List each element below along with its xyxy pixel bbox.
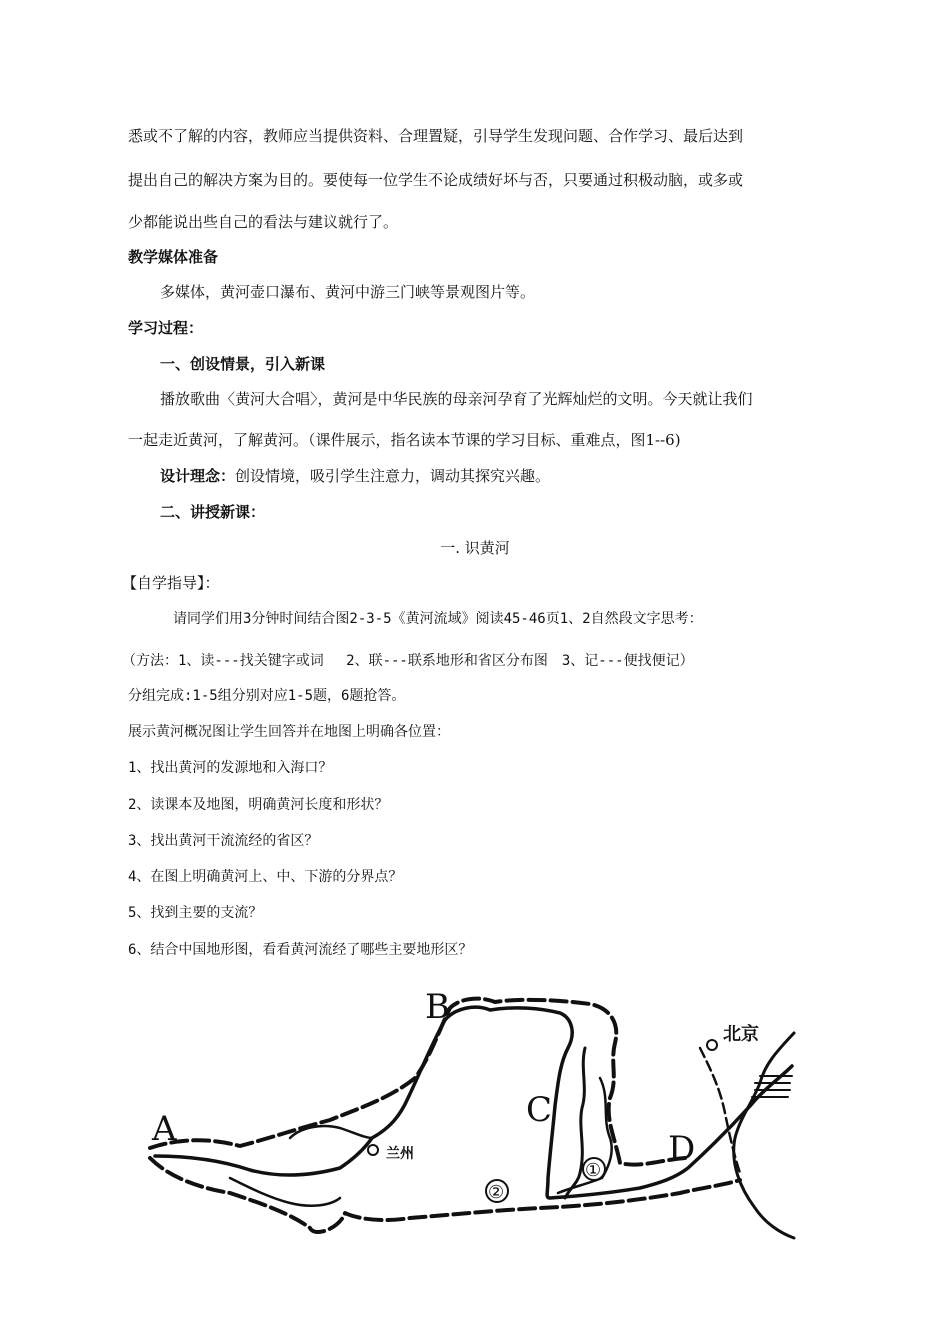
- section-title: 一. 识黄河: [440, 539, 510, 557]
- media-text: 多媒体，黄河壶口瀑布、黄河中游三门峡等景观图片等。: [160, 283, 536, 301]
- media-heading: 教学媒体准备: [128, 248, 219, 266]
- intro-line-3: 少都能说出些自己的看法与建议就行了。: [128, 213, 399, 231]
- yellow-river-map: [140, 988, 796, 1250]
- question-4: 4、在图上明确黄河上、中、下游的分界点？: [128, 869, 403, 885]
- question-6: 6、结合中国地形图，看看黄河流经了哪些主要地形区？: [128, 942, 473, 958]
- label-c: C: [526, 1090, 553, 1130]
- design-concept: [160, 466, 550, 486]
- label-b: B: [425, 988, 450, 1027]
- label-a: A: [152, 1109, 177, 1149]
- yellow-river-main: [155, 1007, 792, 1198]
- question-5: 5、找到主要的支流？: [128, 905, 263, 921]
- design-label: 设计理念：: [160, 467, 236, 485]
- step2-heading: 二、讲授新课：: [160, 503, 266, 521]
- self-study-heading: 【自学指导】：: [122, 574, 220, 592]
- question-1: 1、找出黄河的发源地和入海口？: [128, 760, 333, 776]
- tributary-southwest: [230, 1178, 340, 1206]
- beijing-label: 北京: [723, 1024, 759, 1045]
- beijing-marker: [707, 1040, 717, 1050]
- label-d: D: [668, 1129, 696, 1169]
- marker-2-label: ②: [488, 1182, 505, 1203]
- show-text: 展示黄河概况图让学生回答并在地图上明确各位置：: [128, 724, 450, 740]
- step1-line-2: 一起走近黄河，了解黄河。（课件展示，指名读本节课的学习目标、重难点，图1--6): [128, 431, 681, 449]
- province-line: [700, 1048, 740, 1173]
- question-2: 2、读课本及地图，明确黄河长度和形状？: [128, 797, 389, 813]
- intro-line-2: 提出自己的解决方案为目的。要使每一位学生不论成绩好坏与否，只要通过积极动脑，或多或: [128, 171, 744, 189]
- question-3: 3、找出黄河干流流经的省区？: [128, 833, 319, 849]
- lanzhou-marker: [368, 1145, 378, 1155]
- tributary-c: [565, 1048, 585, 1198]
- design-text: 创设情境，吸引学生注意力，调动其探究兴趣。: [235, 467, 551, 485]
- step1-heading: 一、创设情景，引入新课: [160, 355, 326, 373]
- step1-line-1: 播放歌曲〈黄河大合唱〉，黄河是中华民族的母亲河孕育了光辉灿烂的文明。今天就让我们: [160, 390, 753, 408]
- lanzhou-label: 兰州: [386, 1146, 414, 1162]
- basin-boundary-south: [150, 1158, 740, 1232]
- marker-1-label: ①: [585, 1160, 602, 1181]
- process-heading: 学习过程：: [128, 319, 204, 337]
- methods-text: （方法：1、读---找关键字或词 2、联---联系地形和省区分布图 3、记---便找便记）: [122, 653, 694, 669]
- instruction-text: 请同学们用3分钟时间结合图2-3-5《黄河流域》阅读45-46页1、2自然段文字思考：: [173, 611, 703, 627]
- groups-text: 分组完成:1-5组分别对应1-5题，6题抢答。: [128, 688, 406, 704]
- intro-line-1: 悉或不了解的内容，教师应当提供资料、合理置疑，引导学生发现问题、合作学习、最后达到: [128, 127, 744, 145]
- coastline: [734, 1033, 794, 1238]
